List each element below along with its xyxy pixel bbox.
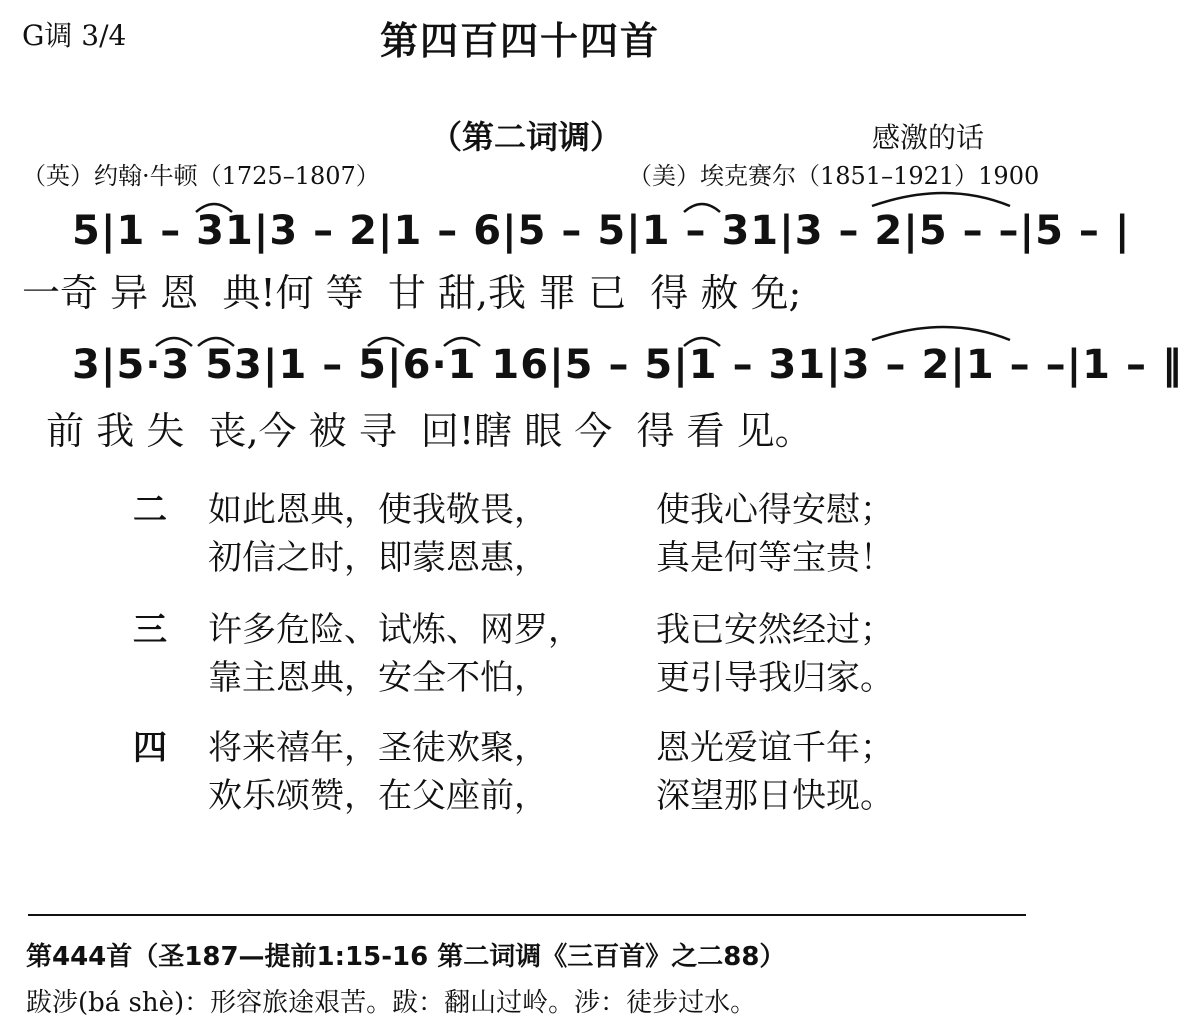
lyrics-line-2: 前 我 失 丧,今 被 寻 回!瞎 眼 今 得 看 见。 [22, 409, 813, 453]
verse-line: 使我心得安慰； [656, 490, 894, 530]
verse-number: 二 [133, 490, 167, 530]
footnote: 跋涉(bá shè)：形容旅途艰苦。跋：翻山过岭。涉：徒步过水。 [26, 988, 757, 1018]
notation-line-2: 3|5·3 53|1 – 5|6·1 16|5 – 5|1 – 31|3 – 2|1 – –|1 – ‖ [72, 342, 1183, 388]
lyricist-credit: （英）约翰·牛顿（1725–1807） [22, 162, 380, 190]
notation-line-1: 5|1 – 31|3 – 2|1 – 6|5 – 5|1 – 31|3 – 2|5 – –|5 – | [72, 208, 1131, 254]
key-signature: G调 3/4 [22, 19, 127, 52]
lyrics-line-1: 一奇 异 恩 典!何 等 甘 甜,我 罪 已 得 赦 免; [22, 271, 802, 315]
verse-line: 许多危险、试炼、网罗， [208, 610, 582, 650]
verse-line: 将来禧年，圣徒欢聚， [208, 728, 548, 768]
verse-line: 靠主恩典，安全不怕， [208, 658, 548, 698]
verse-line: 真是何等宝贵！ [656, 538, 894, 578]
verse-line: 深望那日快现。 [656, 776, 894, 816]
divider [28, 914, 1026, 916]
tune-name: 感激的话 [872, 121, 985, 154]
hymn-title: 第四百四十四首 [379, 19, 660, 63]
verse-number: 四 [133, 728, 167, 768]
verse-line: 更引导我归家。 [656, 658, 894, 698]
verse-line: 如此恩典，使我敬畏， [208, 490, 548, 530]
verse-line: 恩光爱谊千年； [656, 728, 894, 768]
composer-credit: （美）埃克赛尔（1851–1921）1900 [628, 162, 1040, 190]
slur-marks [0, 0, 1040, 470]
verse-number: 三 [133, 610, 167, 650]
verse-line: 欢乐颂赞，在父座前， [208, 776, 548, 816]
verse-line: 初信之时，即蒙恩惠， [208, 538, 548, 578]
tune-subtitle: （第二词调） [430, 118, 623, 156]
verse-line: 我已安然经过； [656, 610, 894, 650]
scripture-reference: 第444首（圣187—提前1:15-16 第二词调《三百首》之二88） [26, 942, 786, 972]
